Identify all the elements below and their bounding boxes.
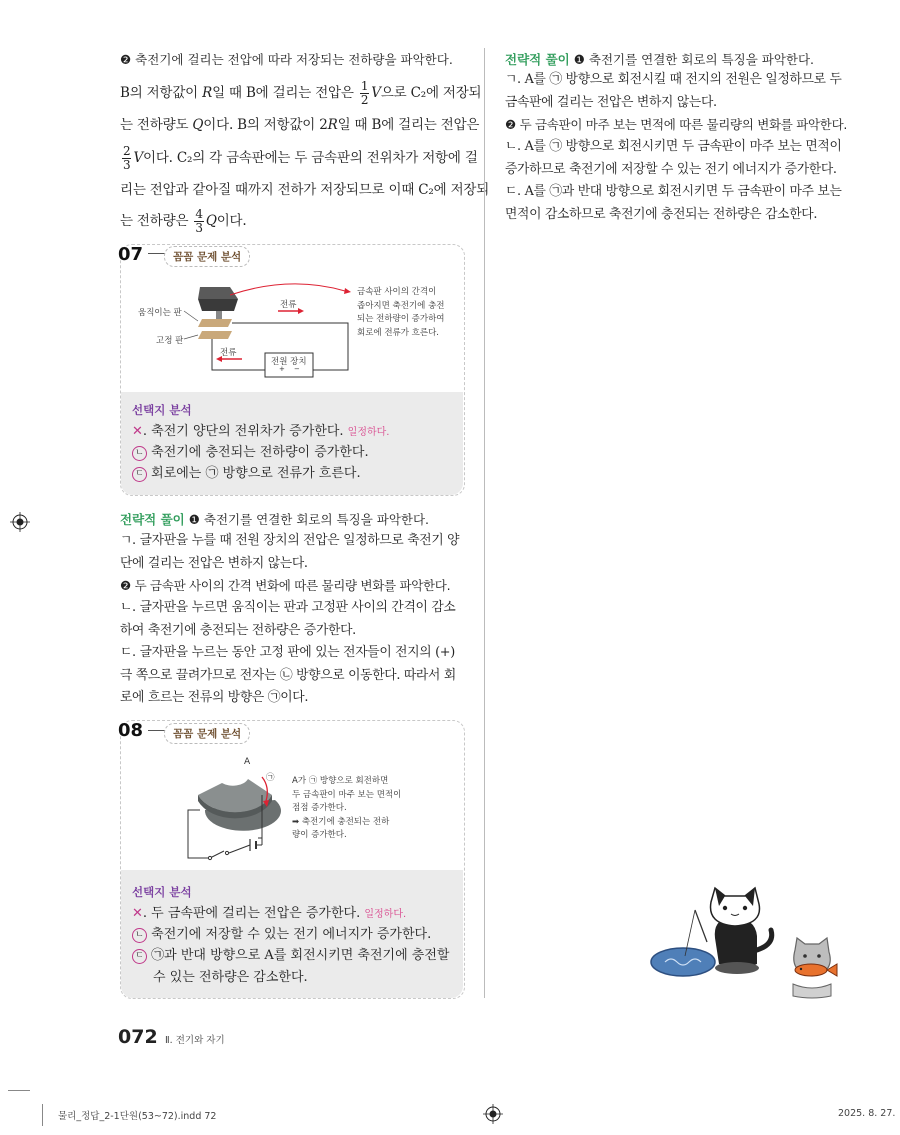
cross-mark: ✕ (132, 424, 143, 439)
choice-2: ㄴ 축전기에 저장할 수 있는 전기 에너지가 증가한다. (132, 925, 431, 945)
choice-3: ㄷ 회로에는 ㉠ 방향으로 전류가 흐른다. (132, 464, 361, 484)
circle-mark: ㄴ (132, 446, 147, 461)
q08-diagram-note: A가 ㉠ 방향으로 회전하면 두 금속판이 마주 보는 면적이 점점 증가한다. ➡ 축전기에 충전되는 전하 량이 증가한다. (292, 776, 402, 840)
section-heading-2: ❷ 축전기에 걸리는 전압에 따라 저장되는 전하량을 파악한다. (120, 52, 453, 67)
crop-mark (42, 1104, 43, 1126)
choice-analysis-title: 선택지 분석 (132, 403, 192, 417)
cross-mark: ✕ (132, 906, 143, 921)
choice-1: ✕. 축전기 양단의 전위차가 증가한다. 일정하다. (132, 424, 390, 439)
circle-mark: ㄷ (132, 467, 147, 482)
choice-analysis-title: 선택지 분석 (132, 885, 192, 899)
question-number-08: 08 (118, 720, 144, 741)
page-number: 072 (118, 1026, 158, 1048)
circle-mark: ㄴ (132, 928, 147, 943)
section-name: Ⅱ. 전기와 자기 (165, 1035, 225, 1046)
circle-mark: ㄷ (132, 949, 147, 964)
label-current-bottom: 전류 (220, 348, 237, 358)
solution-heading-1: 전략적 풀이 ❶ 축전기를 연결한 회로의 특징을 파악한다. (120, 512, 430, 527)
label-moving-plate: 움직이는 판 (138, 308, 182, 318)
label-fixed-plate: 고정 판 (156, 336, 184, 346)
print-date: 2025. 8. 27. (838, 1108, 896, 1119)
question-number-07: 07 (118, 244, 144, 265)
column-divider (484, 48, 485, 998)
label-minus: − (294, 365, 300, 373)
label-power-supply: 전원 장치 (271, 357, 307, 367)
registration-mark-icon (483, 1104, 503, 1124)
solution-07-body: ㄱ. 글자판을 누를 때 전원 장치의 전압은 일정하므로 축전기 양 단에 걸리는 전압은 변하지 않는다. ❷ 두 금속판 사이의 간격 변화에 따른 물리량 변화를 파악한다. ㄴ. 글자판을 누르면 움직이는 판과 고정판 사이의 간격이 감소 하여 축전기에 충전되는 전하량은 증가한다. ㄷ. 글자판을 누르는 동안 고정 판에 있는 전자들이 전지의 (+) 극 쪽으로 끌려가므로 전자는 ㉡ 방향으로 이동한다. 따라서 회 로에 흐르는 전류의 방향은 ㉠이다. (120, 533, 460, 705)
choice-1: ✕. 두 금속판에 걸리는 전압은 증가한다. 일정하다. (132, 906, 407, 921)
q07-diagram-note: 금속판 사이의 간격이 좁아지면 축전기에 충전 되는 전하량이 증가하여 회로에 전류가 흐른다. (357, 287, 445, 338)
label-direction-g: ㉠ (266, 773, 275, 783)
label-plus: + (279, 365, 285, 373)
file-info: 물리_정답_2-1단원(53~72).indd 72 (58, 1111, 217, 1122)
right-solution-body: ㄱ. A를 ㉠ 방향으로 회전시킬 때 전지의 전원은 일정하므로 두 금속판에 걸리는 전압은 변하지 않는다. ❷ 두 금속판이 마주 보는 면적에 따른 물리량의 변화를 파악한다. ㄴ. A를 ㉠ 방향으로 회전시키면 두 금속판이 마주 보는 면적이 증가하므로 축전기에 저장할 수 있는 전기 에너지가 증가한다. ㄷ. A를 ㉠과 반대 방향으로 회전시키면 두 금속판이 마주 보는 면적이 감소하므로 축전기에 충전되는 전하량은 감소한다. (505, 72, 848, 222)
analysis-tag: 꼼꼼 문제 분석 (164, 246, 250, 267)
label-current-top: 전류 (280, 300, 297, 310)
correction-note: 일정하다. (364, 909, 407, 920)
choice-3: ㄷ ㉠과 반대 방향으로 A를 회전시키면 축전기에 충전할 (132, 946, 449, 966)
registration-mark-icon (10, 512, 30, 532)
choice-3-cont: 수 있는 전하량은 감소한다. (153, 970, 308, 985)
right-solution-heading-1: 전략적 풀이 ❶ 축전기를 연결한 회로의 특징을 파악한다. (505, 52, 815, 67)
explanation-paragraph: B의 저항값이 R일 때 B에 걸리는 전압은 $\frac{1}{2}$ V으로 C₂에 저장되 는 전하량도 Q이다. B의 저항값이 2R일 때 B에 걸리는 전압은 $\frac{2}{3}$ V이다. C₂의 각 금속판에는 두 금속판의 전위차가 저항에 걸 리는 전압과 같아질 때까지 전하가 저장되므로 이때 C₂에 저장되 는 전하량은 $\frac{4}{3}$ Q이다. (120, 79, 490, 235)
cats-fishing-illustration (645, 880, 855, 1000)
correction-note: 일정하다. (347, 427, 390, 438)
crop-mark (8, 1090, 30, 1091)
analysis-tag: 꼼꼼 문제 분석 (164, 723, 250, 744)
choice-2: ㄴ 축전기에 충전되는 전하량이 증가한다. (132, 443, 369, 463)
label-plate-A: A (244, 757, 251, 767)
